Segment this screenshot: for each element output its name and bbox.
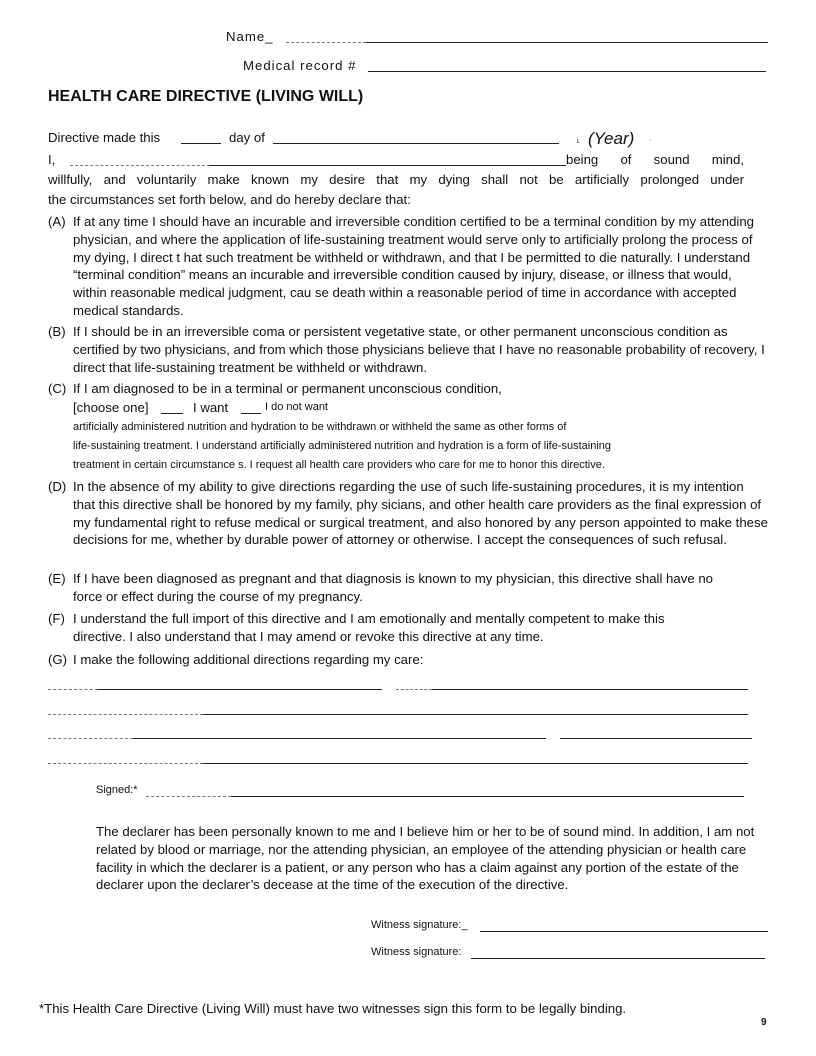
i-do-not-want-label: I do not want xyxy=(265,400,328,413)
intro-line-2: willfully, and voluntarily make known my desire that my dying shall not be artificially prolonged under xyxy=(48,172,744,187)
name-field-dash xyxy=(286,42,366,43)
clause-f xyxy=(48,610,768,646)
i-label: I, xyxy=(48,152,56,167)
clause-g xyxy=(48,651,768,669)
day-field[interactable] xyxy=(181,143,221,144)
witness-label-2: Witness signature: xyxy=(371,946,462,958)
month-field[interactable] xyxy=(273,143,559,144)
name-field[interactable] xyxy=(366,42,768,43)
clause-e-label: (E) xyxy=(48,571,66,586)
additional-line-1a-dash xyxy=(48,689,98,690)
additional-line-4-dash xyxy=(48,763,203,764)
clause-b xyxy=(48,323,768,376)
being-of-sound-mind: being of sound mind, xyxy=(566,152,744,167)
clause-a-text: If at any time I should have an incurable and irreversible condition certified to be a terminal condition by my attending physician, and where the application of life-sustaining treatment would serve only to artificially prolong the process of my dying, I direct t hat such treatment be withheld or withdrawn, and that I be permitted to die naturally. I understand “terminal condition” means an incurable and irreversible condition caused by injury, disease, or illness that would, within reasonable medical judgment, cau se death within a reasonable period of time in accordance with accepted medical standards. xyxy=(73,214,755,318)
clause-b-label: (B) xyxy=(48,324,66,339)
clause-a xyxy=(48,213,768,320)
page-number: 9 xyxy=(761,1017,767,1028)
day-of-label: day of xyxy=(229,130,265,145)
year-marker-icon: ʟ xyxy=(577,138,580,145)
clause-d xyxy=(48,478,768,549)
clause-g-text: I make the following additional directions regarding my care: xyxy=(73,652,424,667)
name-label: Name_ xyxy=(226,29,274,44)
additional-line-1b[interactable] xyxy=(432,689,748,690)
choose-one-label: [choose one] xyxy=(73,399,149,415)
intro-line-3: the circumstances set forth below, and do hereby declare that: xyxy=(48,192,411,207)
additional-line-1a[interactable] xyxy=(98,689,382,690)
clause-b-text: If I should be in an irreversible coma or persistent vegetative state, or other permanent unconscious condition as certified by two physicians, and from which those physicians believe that I have no reasonable probability of recovery, I direct that life-sustaining treatment be withheld or withdrawn. xyxy=(73,324,765,375)
additional-line-3b[interactable] xyxy=(560,738,752,739)
clause-c-small-1: artificially administered nutrition and hydration to be withdrawn or withheld the same as other forms of xyxy=(73,420,567,433)
year-label: (Year) xyxy=(588,129,635,148)
clause-e-text: If I have been diagnosed as pregnant and that diagnosis is known to my physician, this directive shall have no force or effect during the course of my pregnancy. xyxy=(73,571,713,604)
clause-d-text: In the absence of my ability to give directions regarding the use of such life-sustaining procedures, it is my intention that this directive shall be honored by my family, phy sicians, and other health care providers as the final expression of my fundamental right to refuse medical or surgical treatment, and also honored by any person appointed to make these decisions for me, whether by durable power of attorney or otherwise. I accept the consequences of such refusal. xyxy=(73,479,768,548)
i-want-checkbox-line[interactable] xyxy=(161,413,183,414)
signature-dash xyxy=(146,796,231,797)
clause-c-line1: If I am diagnosed to be in a terminal or permanent unconscious condition, xyxy=(73,381,502,396)
i-want-label: I want xyxy=(193,399,229,415)
medical-record-field[interactable] xyxy=(368,71,766,72)
i-do-not-want-checkbox-line[interactable] xyxy=(241,413,261,414)
signed-label: Signed:* xyxy=(96,784,138,796)
declarer-statement: The declarer has been personally known to me and I believe him or her to be of sound mind. In addition, I am not related by blood or marriage, nor the attending physician, an employee of the attending physician or health care facility in which the declarer is a patient, or any person who has a claim against any portion of the estate of the declarer upon the declarer’s decease at the time of the execution of the directive. xyxy=(96,824,755,893)
medical-record-label: Medical record # xyxy=(243,58,357,73)
choose-one-row xyxy=(73,398,768,417)
clause-c-small-2: life-sustaining treatment. I understand artificially administered nutrition and hydration is a form of life-sustaining xyxy=(73,439,612,452)
clause-c-small-3: treatment in certain circumstance s. I request all health care providers who care for me to honor this directive. xyxy=(73,458,605,471)
additional-line-2[interactable] xyxy=(203,714,748,715)
footnote: *This Health Care Directive (Living Will) must have two witnesses sign this form to be legally binding. xyxy=(39,1001,627,1016)
year-end-marker-icon: · xyxy=(649,137,652,144)
witness-signature-1[interactable] xyxy=(480,931,768,932)
page-title: HEALTH CARE DIRECTIVE (LIVING WILL) xyxy=(48,88,364,105)
additional-line-3a-dash xyxy=(48,738,133,739)
clause-d-label: (D) xyxy=(48,479,67,494)
declarer-name-field[interactable] xyxy=(210,165,566,166)
additional-line-3a[interactable] xyxy=(133,738,546,739)
clause-c xyxy=(48,380,768,475)
clause-g-label: (G) xyxy=(48,652,68,667)
clause-a-label: (A) xyxy=(48,214,66,229)
witness-signature-2[interactable] xyxy=(471,958,765,959)
additional-line-2-dash xyxy=(48,714,203,715)
directive-made-label: Directive made this xyxy=(48,130,161,145)
witness-label-1: Witness signature:_ xyxy=(371,919,468,931)
clause-f-text: I understand the full import of this directive and I am emotionally and mentally competent to make this directive. I also understand that I may amend or revoke this directive at any time. xyxy=(73,611,665,644)
additional-line-1b-dash xyxy=(396,689,432,690)
declarer-name-dash xyxy=(70,165,210,166)
additional-line-4[interactable] xyxy=(203,763,748,764)
clause-e xyxy=(48,570,768,606)
clause-f-label: (F) xyxy=(48,611,65,626)
clause-c-label: (C) xyxy=(48,381,67,396)
signature-field[interactable] xyxy=(231,796,744,797)
